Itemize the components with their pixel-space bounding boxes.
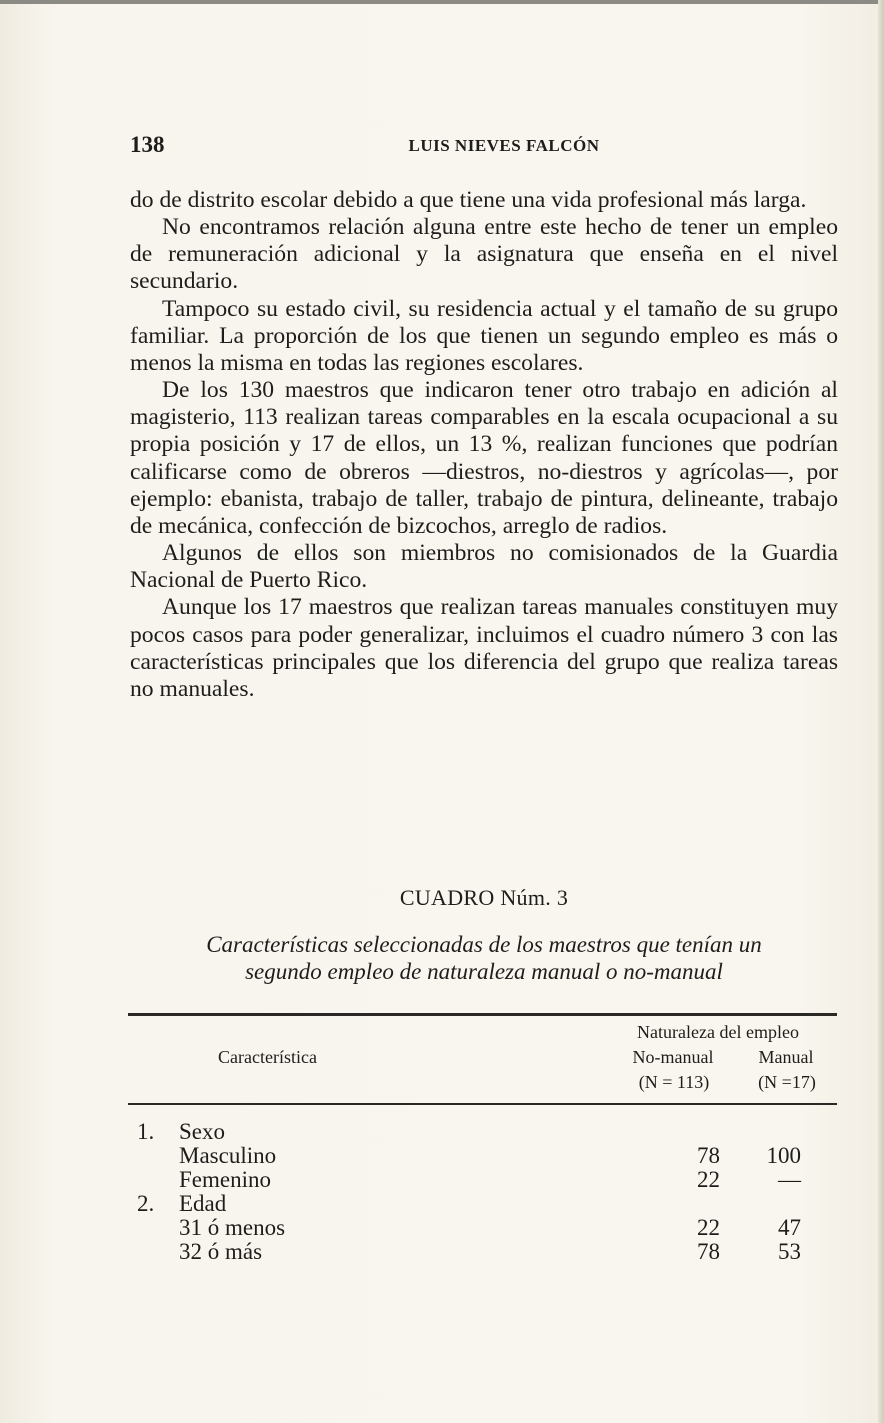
table-section-row (130, 1192, 838, 1216)
table-row (130, 1240, 838, 1264)
row-label: 31 ó menos (179, 1215, 286, 1240)
column-header-manual-n: (N =17) (758, 1072, 816, 1092)
page-top-edge (0, 0, 884, 4)
row-label: Masculino (179, 1143, 277, 1168)
table-caption (130, 931, 838, 985)
paragraph: Algunos de ellos son miembros no comisionados de la Guardia Nacional de Puerto Rico. (130, 540, 838, 594)
paragraph: De los 130 maestros que indicaron tener otro trabajo en adición al magisterio, 113 realizan tareas comparables en la escala ocupacional a su propia posición y 17 de ellos, un 13 %, realizan funciones que podrían calificarse como de obreros —diestros, no-diestros y agrícolas—, por ejemplo: ebanista, trabajo de taller, trabajo de pintura, delineante, trabajo de mecánica, confección de bizcochos, arreglo de radios. (130, 377, 838, 539)
cell-manual: 53 (778, 1239, 801, 1264)
table-caption-line: Características seleccionadas de los maestros que tenían un (206, 932, 762, 957)
cell-nonmanual: 22 (697, 1167, 720, 1192)
column-header-manual: Manual (758, 1047, 814, 1067)
section-label: Edad (179, 1191, 227, 1216)
cell-manual: 47 (778, 1215, 801, 1240)
cell-manual: 100 (766, 1143, 801, 1168)
table-caption-line: segundo empleo de naturaleza manual o no-manual (245, 959, 723, 984)
table-body (130, 1120, 838, 1264)
section-number: 1. (137, 1119, 155, 1144)
cell-nonmanual: 22 (697, 1215, 720, 1240)
table-section-row (130, 1120, 838, 1144)
table-row (130, 1216, 838, 1240)
paragraph: do de distrito escolar debido a que tiene una vida profesional más larga. (130, 187, 807, 213)
body-text (130, 187, 838, 703)
column-header-nonmanual: No-manual (632, 1047, 714, 1067)
paragraph: No encontramos relación alguna entre este hecho de tener un empleo de remuneración adicional y la asignatura que enseña en el nivel secundario. (130, 214, 838, 295)
cell-nonmanual: 78 (697, 1143, 720, 1168)
page-right-edge (878, 0, 884, 1423)
cell-nonmanual: 78 (697, 1239, 720, 1264)
table-header-rule (128, 1103, 837, 1105)
column-header-nonmanual-n: (N = 113) (638, 1072, 710, 1092)
table-row (130, 1168, 838, 1192)
cell-manual: — (778, 1167, 801, 1192)
section-number: 2. (137, 1191, 155, 1216)
paragraph: Tampoco su estado civil, su residencia actual y el tamaño de su grupo familiar. La proporción de los que tienen un segundo empleo es más o menos la misma en todas las regiones escolares. (130, 295, 838, 376)
row-label: 32 ó más (179, 1239, 263, 1264)
table-top-rule (128, 1013, 837, 1016)
section-label: Sexo (179, 1119, 225, 1144)
running-head: LUIS NIEVES FALCÓN (408, 136, 600, 155)
page-number: 138 (130, 132, 165, 157)
column-header-characteristic: Característica (218, 1047, 317, 1067)
table-title: CUADRO Núm. 3 (399, 885, 569, 910)
page-header (130, 132, 838, 162)
table-row (130, 1144, 838, 1168)
row-label: Femenino (179, 1167, 271, 1192)
column-group-header: Naturaleza del empleo (637, 1022, 799, 1042)
paragraph: Aunque los 17 maestros que realizan tareas manuales constituyen muy pocos casos para poder generalizar, incluimos el cuadro número 3 con las características principales que los diferencia del grupo que realiza tareas no manuales. (130, 594, 838, 702)
